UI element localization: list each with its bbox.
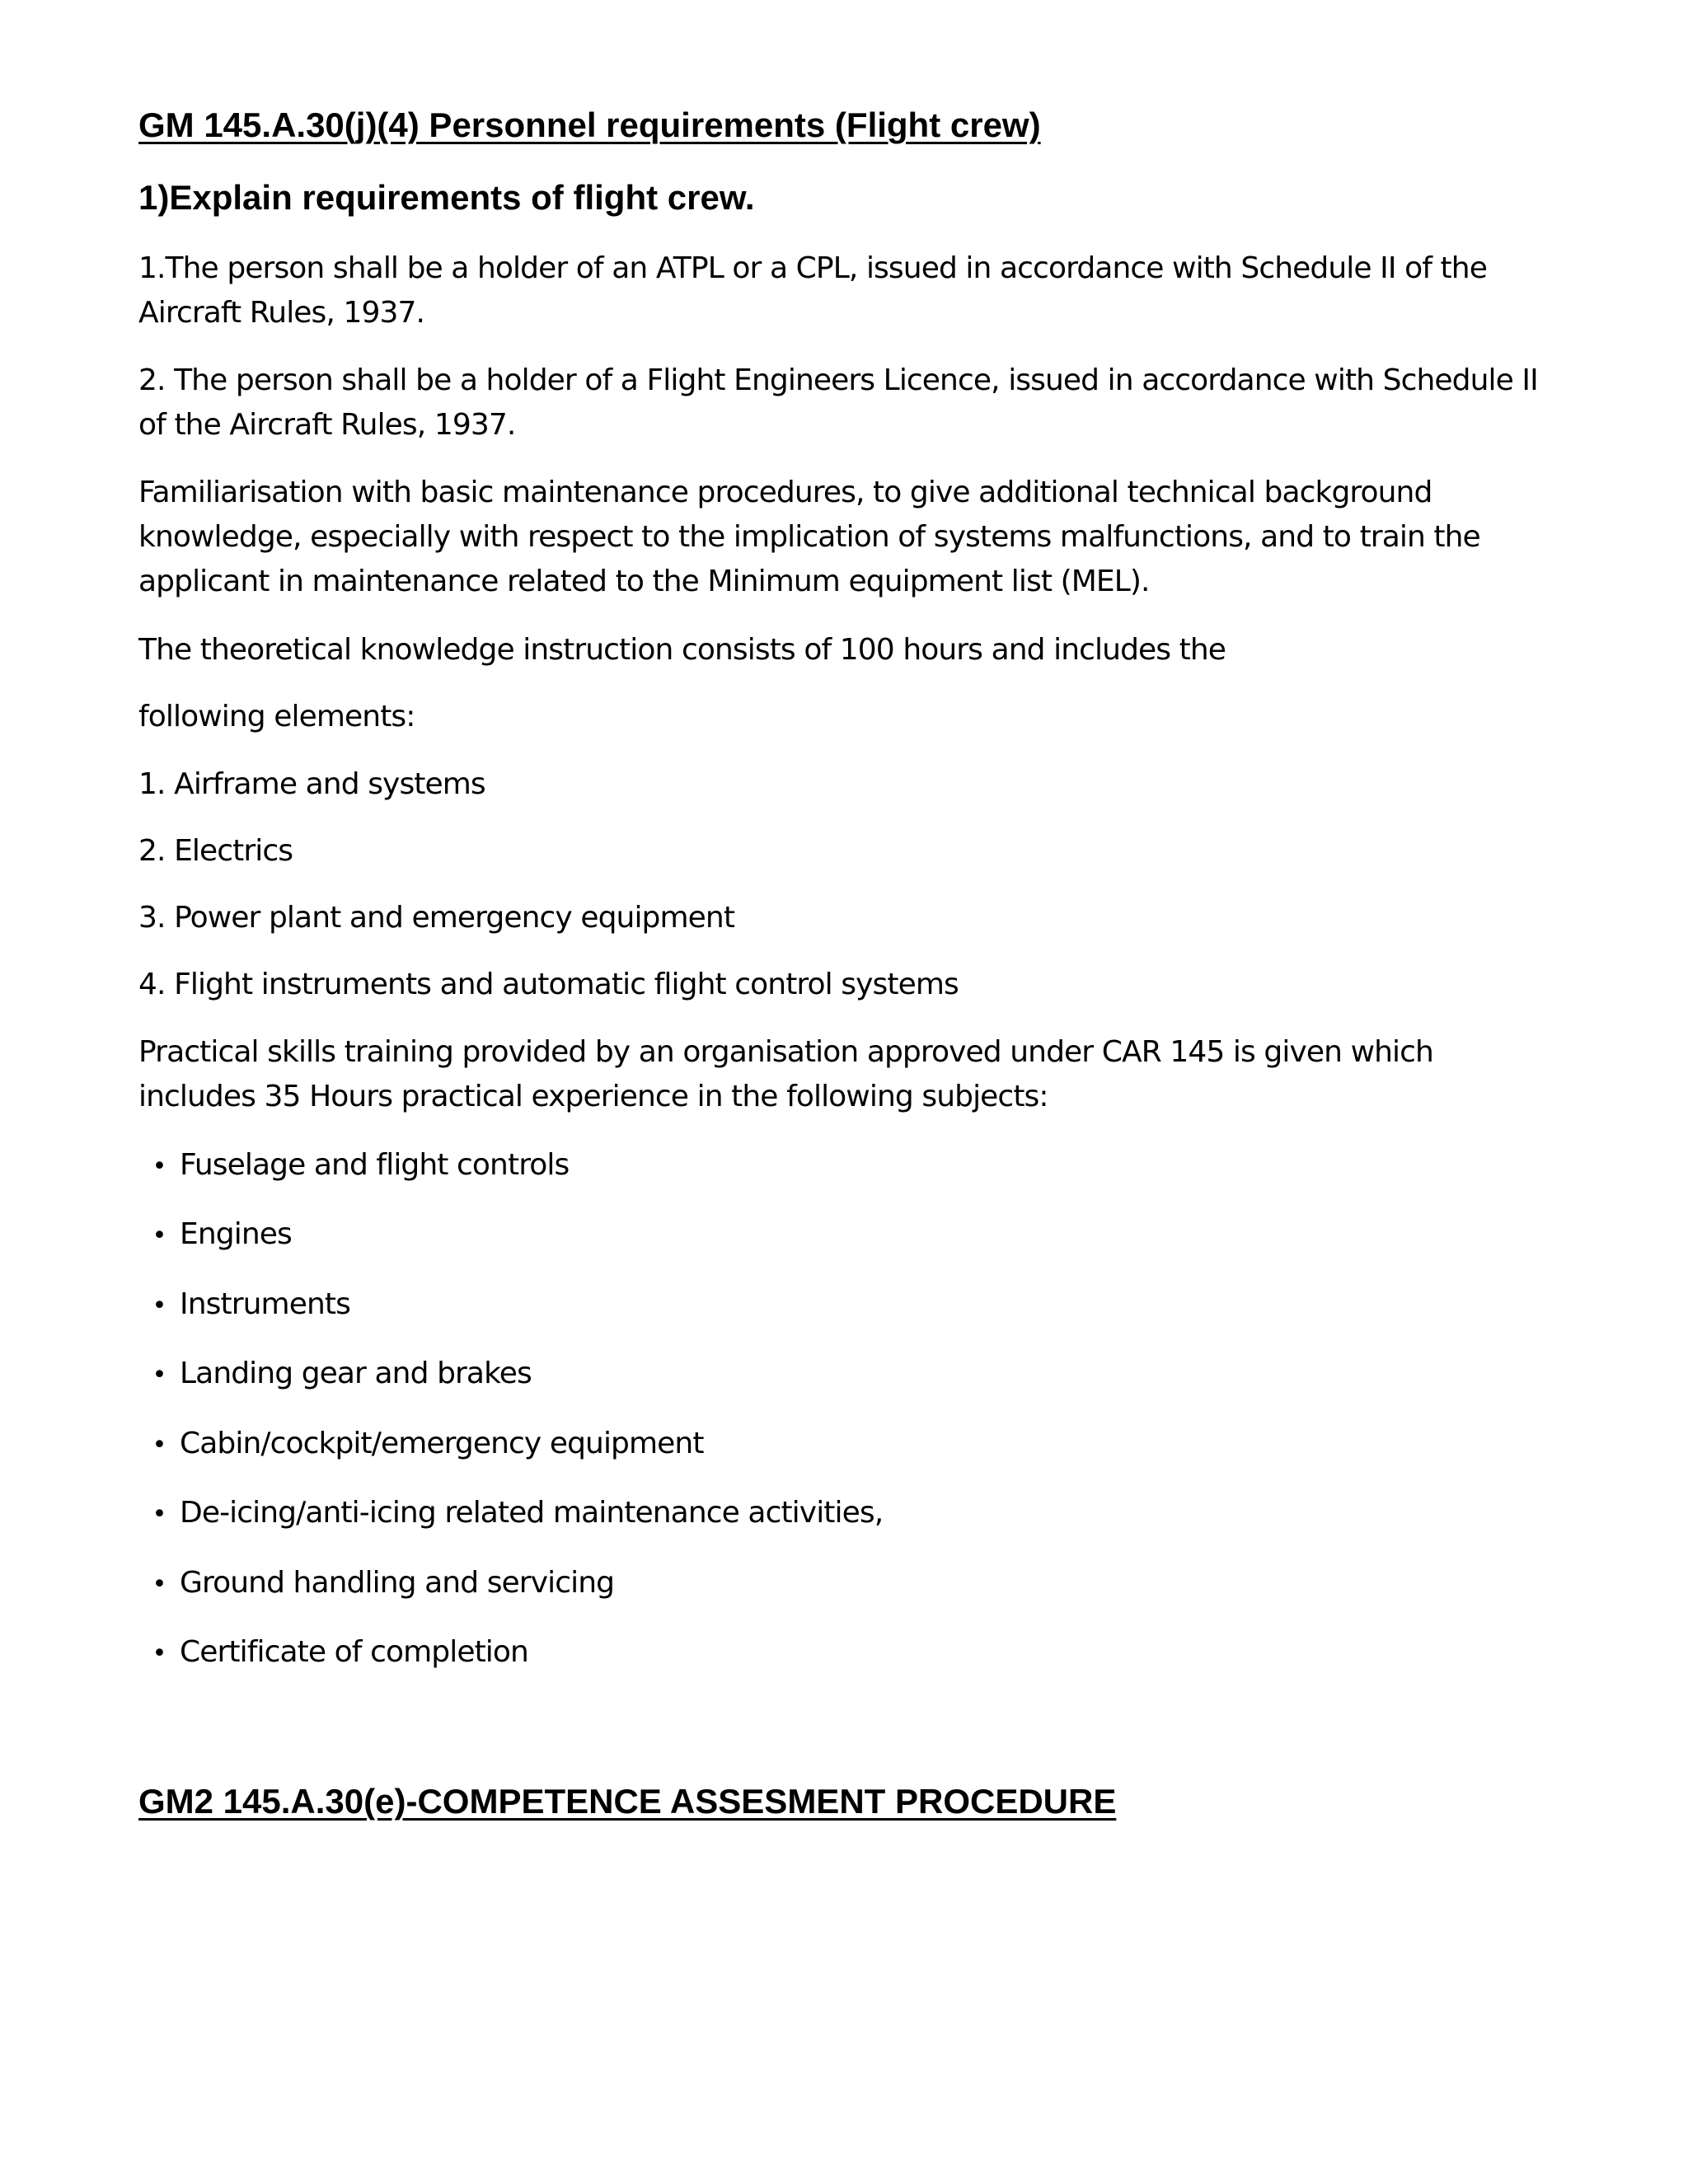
bullet-icon: • xyxy=(152,1431,166,1460)
section-heading-personnel-requirements: GM 145.A.30(j)(4) Personnel requirements (Flight crew) xyxy=(138,105,1041,144)
paragraph-atpl-cpl: 1.The person shall be a holder of an ATPL or a CPL, issued in accordance with Schedule II of the Aircraft Rules, 1937. xyxy=(138,251,1487,330)
bullet-list-item xyxy=(138,1422,704,1468)
bullet-list-item xyxy=(138,1491,883,1537)
paragraph-following-elements: following elements: xyxy=(138,700,415,733)
question-heading: 1)Explain requirements of flight crew. xyxy=(138,178,755,217)
bullet-icon: • xyxy=(152,1500,166,1529)
paragraph-familiarisation: Familiarisation with basic maintenance procedures, to give additional technical background knowledge, especially with respect to the implication of systems malfunctions, and to train the applicant in maintenance related to the Minimum equipment list (MEL). xyxy=(138,476,1480,598)
paragraph-practical-skills: Practical skills training provided by an organisation approved under CAR 145 is given which includes 35 Hours practical experience in the following subjects: xyxy=(138,1035,1433,1113)
bullet-list-item xyxy=(138,1561,614,1607)
bullet-text: Landing gear and brakes xyxy=(180,1357,532,1390)
bullet-list-item xyxy=(138,1212,292,1258)
bullet-icon: • xyxy=(152,1221,166,1250)
bullet-icon: • xyxy=(152,1361,166,1390)
bullet-text: Certificate of completion xyxy=(180,1635,528,1669)
numbered-item-power-plant: 3. Power plant and emergency equipment xyxy=(138,901,735,935)
bullet-text: Fuselage and flight controls xyxy=(180,1148,570,1182)
bullet-icon: • xyxy=(152,1152,166,1181)
section-heading-competence-assessment: GM2 145.A.30(e)-COMPETENCE ASSESMENT PROCEDURE xyxy=(138,1782,1117,1821)
bullet-icon: • xyxy=(152,1639,166,1668)
bullet-text: Ground handling and servicing xyxy=(180,1566,615,1600)
bullet-text: Engines xyxy=(180,1217,292,1251)
bullet-icon: • xyxy=(152,1570,166,1599)
paragraph-theoretical-knowledge: The theoretical knowledge instruction consists of 100 hours and includes the xyxy=(138,633,1226,667)
bullet-list-item xyxy=(138,1352,532,1398)
numbered-item-electrics: 2. Electrics xyxy=(138,834,293,868)
bullet-list-item xyxy=(138,1282,350,1329)
numbered-item-airframe: 1. Airframe and systems xyxy=(138,767,485,801)
bullet-list-item xyxy=(138,1143,569,1189)
bullet-icon: • xyxy=(152,1291,166,1320)
bullet-text: De-icing/anti-icing related maintenance activities, xyxy=(180,1496,884,1530)
numbered-item-flight-instruments: 4. Flight instruments and automatic flight control systems xyxy=(138,968,959,1001)
bullet-list-item xyxy=(138,1630,528,1676)
paragraph-flight-engineers-licence: 2. The person shall be a holder of a Flight Engineers Licence, issued in accordance with Schedule II of the Aircraft Rules, 1937. xyxy=(138,363,1538,442)
bullet-text: Cabin/cockpit/emergency equipment xyxy=(180,1427,704,1460)
bullet-text: Instruments xyxy=(180,1287,350,1321)
